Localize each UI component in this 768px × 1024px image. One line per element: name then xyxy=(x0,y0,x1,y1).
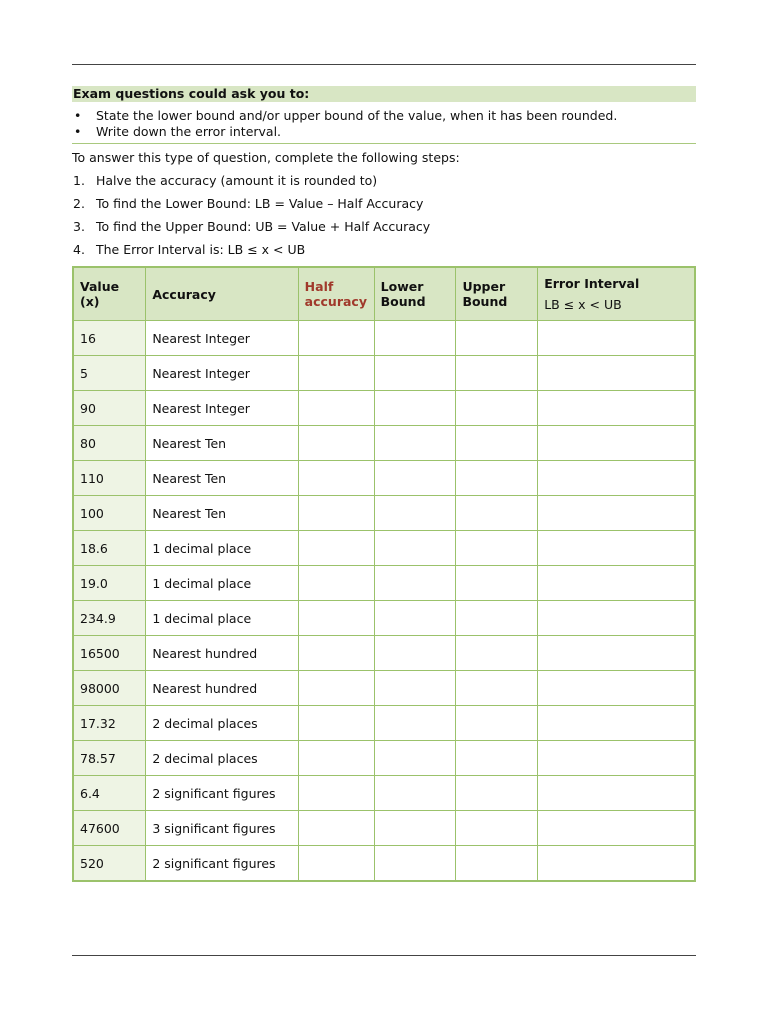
lower-bound-cell[interactable] xyxy=(374,601,456,636)
value-cell: 110 xyxy=(73,461,146,496)
upper-bound-cell[interactable] xyxy=(456,776,538,811)
error-interval-cell[interactable] xyxy=(538,531,695,566)
error-interval-cell[interactable] xyxy=(538,811,695,846)
half-accuracy-cell[interactable] xyxy=(298,426,374,461)
value-cell: 520 xyxy=(73,846,146,882)
list-item xyxy=(72,108,696,124)
lower-bound-cell[interactable] xyxy=(374,811,456,846)
lower-bound-cell[interactable] xyxy=(374,461,456,496)
accuracy-cell: 2 decimal places xyxy=(146,706,298,741)
table-row xyxy=(73,321,695,356)
bullet-icon: • xyxy=(74,124,82,139)
lower-bound-cell[interactable] xyxy=(374,671,456,706)
table-row xyxy=(73,741,695,776)
value-cell: 98000 xyxy=(73,671,146,706)
header-half-accuracy: Half accuracy xyxy=(298,267,374,321)
step-number: 4. xyxy=(73,242,85,257)
top-rule xyxy=(72,64,696,65)
error-interval-cell[interactable] xyxy=(538,671,695,706)
half-accuracy-cell[interactable] xyxy=(298,636,374,671)
bullet-text: Write down the error interval. xyxy=(96,124,282,139)
table-row xyxy=(73,496,695,531)
lower-bound-cell[interactable] xyxy=(374,356,456,391)
value-cell: 19.0 xyxy=(73,566,146,601)
exam-heading: Exam questions could ask you to: xyxy=(72,86,696,102)
half-accuracy-cell[interactable] xyxy=(298,356,374,391)
half-accuracy-cell[interactable] xyxy=(298,811,374,846)
value-cell: 47600 xyxy=(73,811,146,846)
step-text: To find the Upper Bound: UB = Value + Half Accuracy xyxy=(96,219,431,234)
upper-bound-cell[interactable] xyxy=(456,426,538,461)
lower-bound-cell[interactable] xyxy=(374,636,456,671)
lower-bound-cell[interactable] xyxy=(374,741,456,776)
header-error-interval-formula: LB ≤ x < UB xyxy=(544,297,622,312)
header-lower-bound: Lower Bound xyxy=(374,267,456,321)
accuracy-cell: Nearest hundred xyxy=(146,636,298,671)
header-upper-bound: Upper Bound xyxy=(456,267,538,321)
step-item xyxy=(72,219,696,235)
step-item xyxy=(72,173,696,189)
error-interval-cell[interactable] xyxy=(538,426,695,461)
table-body xyxy=(73,321,695,882)
step-text: The Error Interval is: LB ≤ x < UB xyxy=(96,242,306,257)
value-cell: 18.6 xyxy=(73,531,146,566)
table-row xyxy=(73,636,695,671)
half-accuracy-cell[interactable] xyxy=(298,391,374,426)
half-accuracy-cell[interactable] xyxy=(298,321,374,356)
half-accuracy-cell[interactable] xyxy=(298,846,374,882)
lower-bound-cell[interactable] xyxy=(374,531,456,566)
half-accuracy-cell[interactable] xyxy=(298,566,374,601)
upper-bound-cell[interactable] xyxy=(456,356,538,391)
table-row xyxy=(73,706,695,741)
table-row xyxy=(73,391,695,426)
upper-bound-cell[interactable] xyxy=(456,811,538,846)
table-row xyxy=(73,356,695,391)
lower-bound-cell[interactable] xyxy=(374,566,456,601)
upper-bound-cell[interactable] xyxy=(456,741,538,776)
accuracy-cell: Nearest Ten xyxy=(146,496,298,531)
half-accuracy-cell[interactable] xyxy=(298,461,374,496)
accuracy-cell: 1 decimal place xyxy=(146,566,298,601)
error-interval-cell[interactable] xyxy=(538,496,695,531)
table-row xyxy=(73,846,695,882)
table-header-row xyxy=(73,267,695,321)
step-text: Halve the accuracy (amount it is rounded to) xyxy=(96,173,378,188)
lower-bound-cell[interactable] xyxy=(374,321,456,356)
upper-bound-cell[interactable] xyxy=(456,391,538,426)
accuracy-cell: Nearest Integer xyxy=(146,321,298,356)
accuracy-cell: 2 significant figures xyxy=(146,776,298,811)
lower-bound-cell[interactable] xyxy=(374,391,456,426)
upper-bound-cell[interactable] xyxy=(456,531,538,566)
step-number: 1. xyxy=(73,173,85,188)
table-row xyxy=(73,566,695,601)
lower-bound-cell[interactable] xyxy=(374,496,456,531)
header-accuracy: Accuracy xyxy=(146,267,298,321)
value-cell: 16500 xyxy=(73,636,146,671)
value-cell: 78.57 xyxy=(73,741,146,776)
accuracy-cell: 3 significant figures xyxy=(146,811,298,846)
upper-bound-cell[interactable] xyxy=(456,321,538,356)
bullet-text: State the lower bound and/or upper bound of the value, when it has been rounded. xyxy=(96,108,618,123)
value-cell: 90 xyxy=(73,391,146,426)
error-interval-cell[interactable] xyxy=(538,776,695,811)
exam-questions-box xyxy=(72,86,696,144)
value-cell: 80 xyxy=(73,426,146,461)
half-accuracy-cell[interactable] xyxy=(298,706,374,741)
upper-bound-cell[interactable] xyxy=(456,496,538,531)
error-interval-cell[interactable] xyxy=(538,601,695,636)
accuracy-cell: Nearest Ten xyxy=(146,461,298,496)
value-cell: 100 xyxy=(73,496,146,531)
value-cell: 234.9 xyxy=(73,601,146,636)
header-error-interval-label: Error Interval xyxy=(544,276,640,291)
header-value: Value (x) xyxy=(73,267,146,321)
list-item xyxy=(72,124,696,140)
upper-bound-cell[interactable] xyxy=(456,846,538,882)
error-interval-cell[interactable] xyxy=(538,356,695,391)
step-item xyxy=(72,196,696,212)
accuracy-cell: 1 decimal place xyxy=(146,601,298,636)
accuracy-cell: Nearest Integer xyxy=(146,356,298,391)
steps-section xyxy=(72,150,696,258)
accuracy-cell: 2 decimal places xyxy=(146,741,298,776)
error-interval-table xyxy=(72,266,696,882)
table-row xyxy=(73,671,695,706)
error-interval-cell[interactable] xyxy=(538,391,695,426)
error-interval-cell[interactable] xyxy=(538,846,695,882)
lower-bound-cell[interactable] xyxy=(374,846,456,882)
upper-bound-cell[interactable] xyxy=(456,601,538,636)
lower-bound-cell[interactable] xyxy=(374,706,456,741)
error-interval-cell[interactable] xyxy=(538,741,695,776)
upper-bound-cell[interactable] xyxy=(456,566,538,601)
upper-bound-cell[interactable] xyxy=(456,671,538,706)
table-row xyxy=(73,426,695,461)
half-accuracy-cell[interactable] xyxy=(298,531,374,566)
lower-bound-cell[interactable] xyxy=(374,426,456,461)
accuracy-cell: Nearest Integer xyxy=(146,391,298,426)
header-error-interval xyxy=(538,267,695,321)
half-accuracy-cell[interactable] xyxy=(298,496,374,531)
lower-bound-cell[interactable] xyxy=(374,776,456,811)
accuracy-cell: Nearest hundred xyxy=(146,671,298,706)
step-number: 2. xyxy=(73,196,85,211)
accuracy-cell: 2 significant figures xyxy=(146,846,298,882)
upper-bound-cell[interactable] xyxy=(456,461,538,496)
exam-bullet-list xyxy=(72,108,696,144)
table-row xyxy=(73,601,695,636)
value-cell: 17.32 xyxy=(73,706,146,741)
steps-list xyxy=(72,173,696,258)
error-interval-cell[interactable] xyxy=(538,636,695,671)
table-row xyxy=(73,461,695,496)
steps-intro: To answer this type of question, complete the following steps: xyxy=(72,150,460,165)
table-row xyxy=(73,531,695,566)
value-cell: 16 xyxy=(73,321,146,356)
accuracy-cell: 1 decimal place xyxy=(146,531,298,566)
table-row xyxy=(73,811,695,846)
value-cell: 5 xyxy=(73,356,146,391)
table-row xyxy=(73,776,695,811)
half-accuracy-cell[interactable] xyxy=(298,671,374,706)
bottom-rule xyxy=(72,955,696,956)
error-interval-cell[interactable] xyxy=(538,321,695,356)
step-text: To find the Lower Bound: LB = Value – Half Accuracy xyxy=(96,196,424,211)
bullet-icon: • xyxy=(74,108,82,123)
step-number: 3. xyxy=(73,219,85,234)
value-cell: 6.4 xyxy=(73,776,146,811)
upper-bound-cell[interactable] xyxy=(456,636,538,671)
half-accuracy-cell[interactable] xyxy=(298,601,374,636)
error-interval-cell[interactable] xyxy=(538,706,695,741)
upper-bound-cell[interactable] xyxy=(456,706,538,741)
error-interval-cell[interactable] xyxy=(538,566,695,601)
half-accuracy-cell[interactable] xyxy=(298,776,374,811)
error-interval-cell[interactable] xyxy=(538,461,695,496)
half-accuracy-cell[interactable] xyxy=(298,741,374,776)
accuracy-cell: Nearest Ten xyxy=(146,426,298,461)
step-item xyxy=(72,242,696,258)
